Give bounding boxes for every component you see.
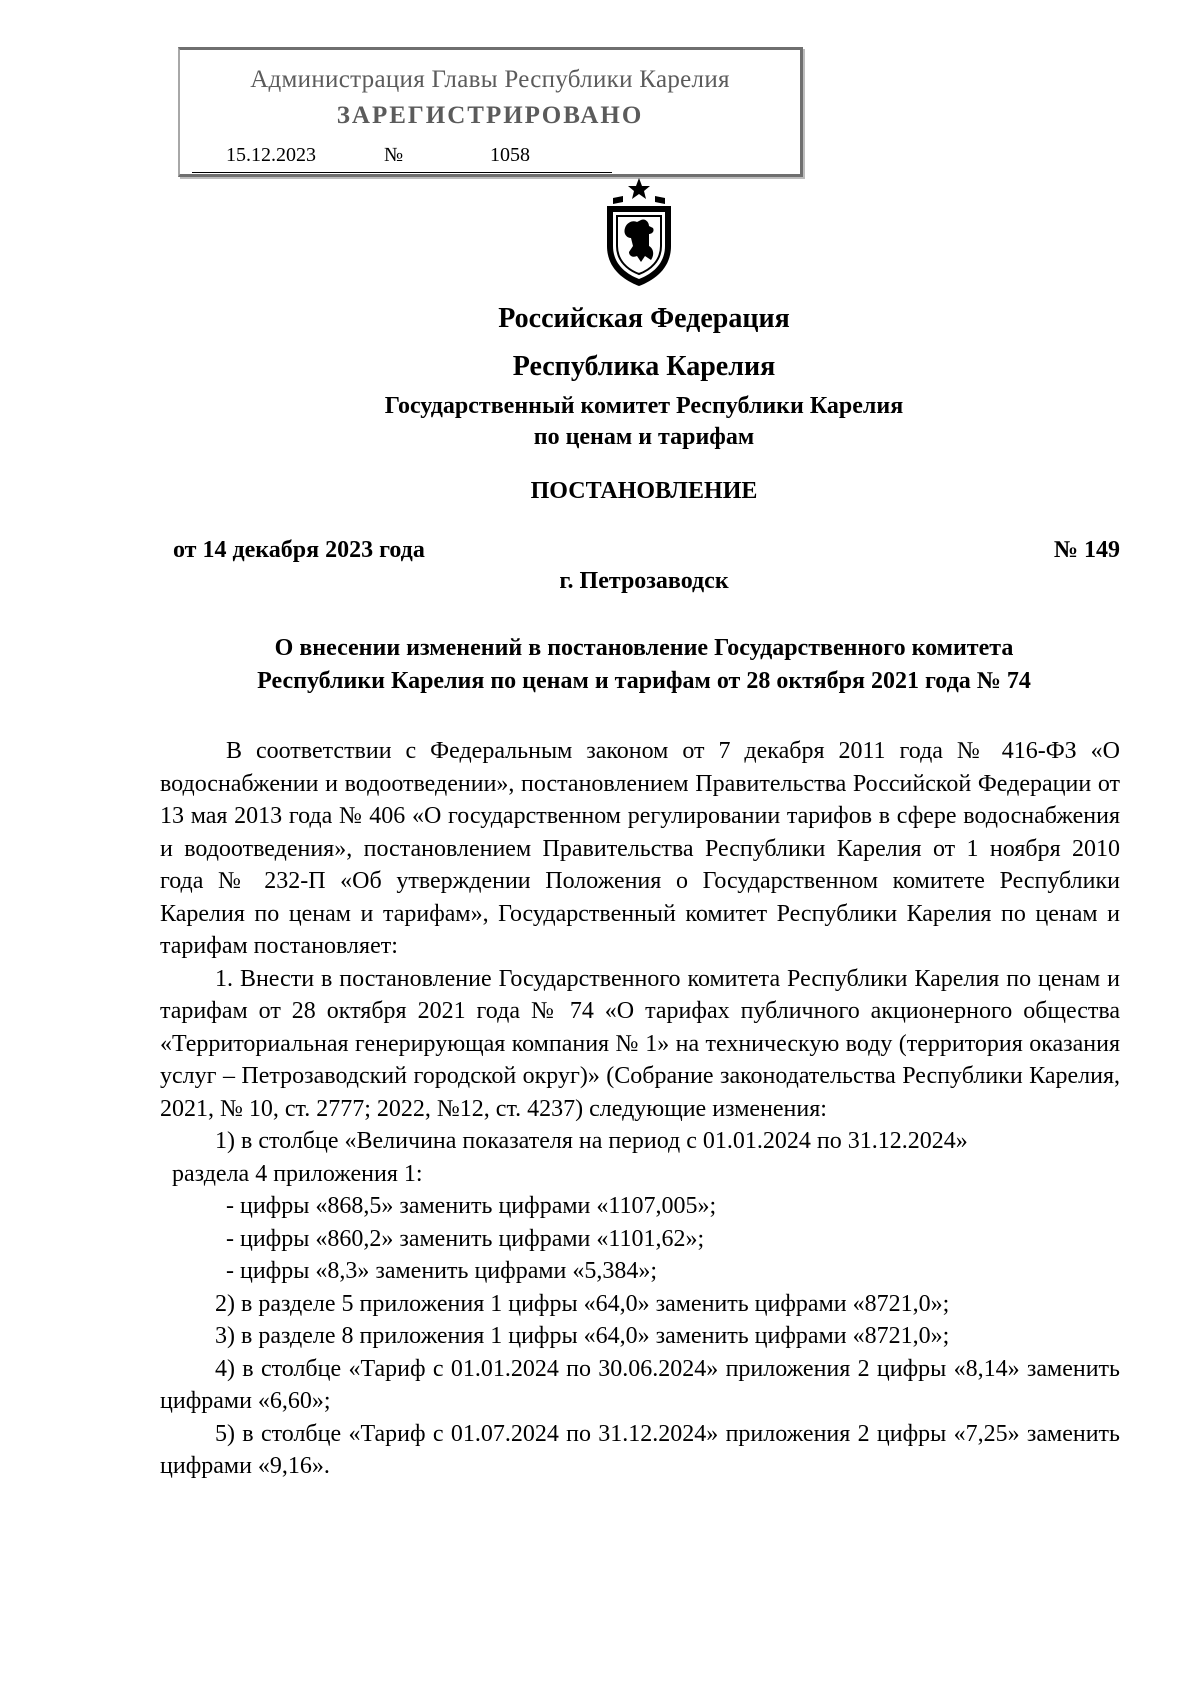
- karelia-coat-of-arms-icon: [593, 176, 685, 288]
- document-number: № 149: [1053, 537, 1120, 563]
- document-type: ПОСТАНОВЛЕНИЕ: [530, 478, 758, 504]
- subitem-1-line1: 1) в столбце «Величина показателя на период с 01.01.2024 по 31.12.2024»: [215, 1128, 968, 1154]
- replacement-item-2: - цифры «860,2» заменить цифрами «1101,62»;: [226, 1225, 705, 1252]
- republic-title: Республика Карелия: [512, 351, 776, 382]
- registration-stamp: [178, 47, 803, 177]
- document-city: г. Петрозаводск: [559, 568, 729, 594]
- committee-title-line1: Государственный комитет Республики Карелия: [384, 393, 904, 419]
- replacement-item-1: - цифры «868,5» заменить цифрами «1107,005»;: [226, 1193, 717, 1219]
- subject-line1: О внесении изменений в постановление Государственного комитета: [274, 635, 1014, 661]
- committee-title-line2: по ценам и тарифам: [533, 424, 755, 450]
- item-1-paragraph: 1. Внести в постановление Государственного комитета Республики Карелия по ценам и тарифам от 28 октября 2021 года № 74 «О тарифах публичного акционерного общества «Территориальная генерирующая компания № 1» на техническую воду (территория оказания услуг – Петрозаводский городской округ)» (Собрание законодательства Республики Карелия, 2021, № 10, ст. 2777; 2022, №12, ст. 4237) следующие изменения:: [160, 965, 1120, 1122]
- stamp-status: ЗАРЕГИСТРИРОВАНО: [336, 102, 644, 129]
- country-title: Российская Федерация: [498, 303, 790, 334]
- document-date: от 14 декабря 2023 года: [173, 537, 425, 563]
- subitem-5: 5) в столбце «Тариф с 01.07.2024 по 31.12.2024» приложения 2 цифры «7,25» заменить цифрами «9,16».: [160, 1420, 1120, 1479]
- replacement-item-3: - цифры «8,3» заменить цифрами «5,384»;: [226, 1258, 658, 1284]
- stamp-date: 15.12.2023: [226, 144, 316, 166]
- subitem-4: 4) в столбце «Тариф с 01.01.2024 по 30.06.2024» приложения 2 цифры «8,14» заменить цифрами «6,60»;: [160, 1355, 1120, 1414]
- stamp-registration-line: [192, 144, 612, 173]
- stamp-title: Администрация Главы Республики Карелия: [250, 66, 730, 93]
- document-subject: [160, 632, 1128, 698]
- stamp-number: 1058: [490, 144, 530, 166]
- subitem-2: 2) в разделе 5 приложения 1 цифры «64,0» заменить цифрами «8721,0»;: [215, 1290, 950, 1317]
- document-body: [160, 735, 1120, 1483]
- subitem-3: 3) в разделе 8 приложения 1 цифры «64,0» заменить цифрами «8721,0»;: [215, 1323, 950, 1349]
- stamp-number-sign: №: [384, 144, 404, 166]
- subitem-1-line2: раздела 4 приложения 1:: [172, 1160, 423, 1187]
- subject-line2: Республики Карелия по ценам и тарифам от 28 октября 2021 года № 74: [257, 668, 1031, 694]
- preamble-paragraph: В соответствии с Федеральным законом от 7 декабря 2011 года № 416-ФЗ «О водоснабжении и водоотведении», постановлением Правительства Российской Федерации от 13 мая 2013 года № 406 «О государственном регулировании тарифов в сфере водоснабжения и водоотведения», постановлением Правительства Республики Карелия от 1 ноября 2010 года № 232-П «Об утверждении Положения о Государственном комитете Республики Карелия по ценам и тарифам», Государственный комитет Республики Карелия по ценам и тарифам постановляет:: [160, 738, 1120, 959]
